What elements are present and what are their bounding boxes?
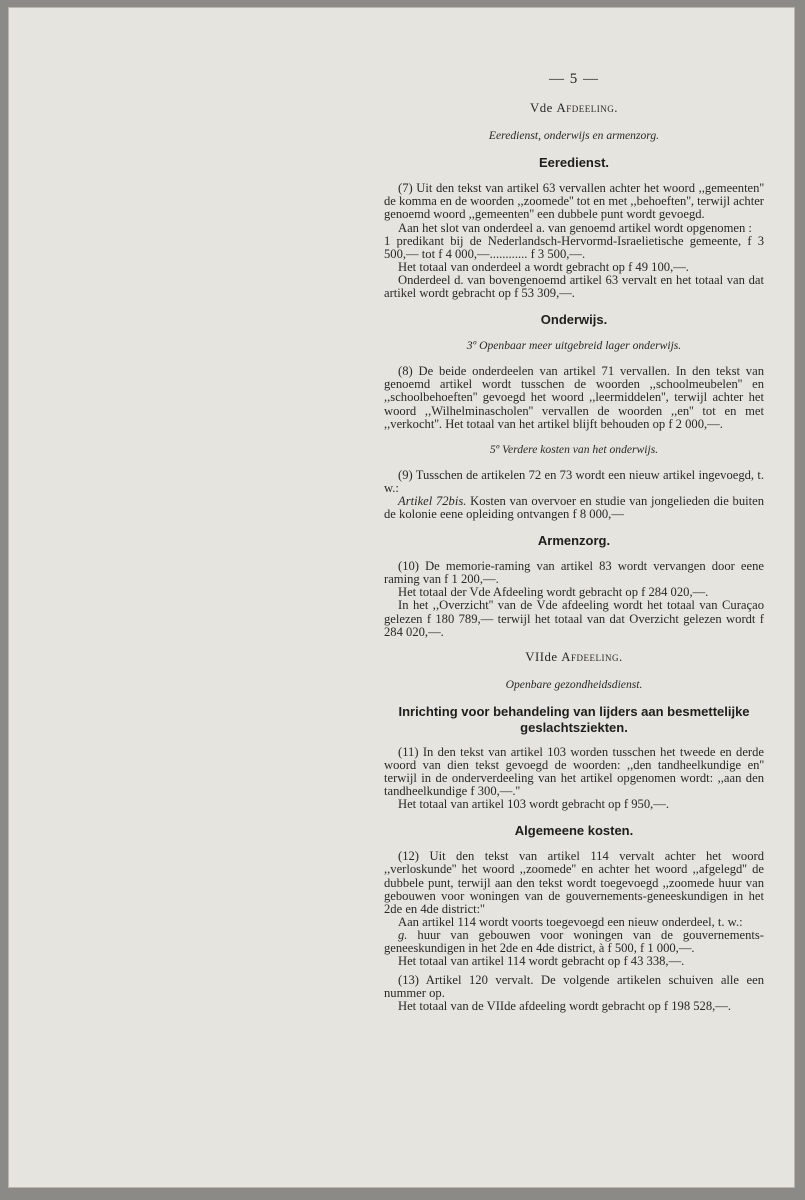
paragraph-9: (9) Tusschen de artikelen 72 en 73 wordt een nieuw artikel ingevoegd, t. w.: xyxy=(384,467,764,495)
section-title-word: Afdeeling. xyxy=(561,649,623,664)
paragraph-11: (11) In den tekst van artikel 103 worden tusschen het tweede en derde woord van dien tekst gevoegd de woorden: ,,den tandheelkundige en'' terwijl in de onderverdeeling van het artikel opgenomen wordt: ,,aan den tandheelkundige f 300,—.'' xyxy=(384,744,764,799)
paragraph-8: (8) De beide onderdeelen van artikel 71 vervallen. In den tekst van genoemd artikel wordt tusschen de woorden ,,schoolmeubelen'' en ,,schoolbehoeften'' gevoegd het woord ,,leermiddelen'', terwijl achter het woord ,,Wilhelminascholen'' vervallen de woorden ,,en'' tot en met ,,verkocht''. Het totaal van het artikel blijft behouden op f 2 000,—. xyxy=(384,364,764,431)
paragraph-12d: Het totaal van artikel 114 wordt gebracht op f 43 338,—. xyxy=(398,954,685,969)
section-title-prefix: Vde xyxy=(530,101,553,116)
paragraph-13b: Het totaal van de VIIde afdeeling wordt gebracht op f 198 528,—. xyxy=(398,999,732,1014)
paragraph-7e: Onderdeel d. van bovengenoemd artikel 63 vervalt en het totaal van dat artikel wordt gebracht op f 53 309,—. xyxy=(384,272,764,301)
document-page xyxy=(8,7,795,1188)
subheading-3: 3º Openbaar meer uitgebreid lager onderwijs. xyxy=(466,339,682,353)
heading-onderwijs: Onderwijs. xyxy=(540,312,608,328)
subheading-5: 5º Verdere kosten van het onderwijs. xyxy=(489,442,659,456)
paragraph-7d: Het totaal van onderdeel a wordt gebracht op f 49 100,—. xyxy=(398,259,689,274)
paragraph-11b: Het totaal van artikel 103 wordt gebracht op f 950,—. xyxy=(398,797,670,812)
paragraph-7b: Aan het slot van onderdeel a. van genoemd artikel wordt opgenomen : xyxy=(398,220,752,235)
paragraph-9b xyxy=(384,495,764,521)
heading-eeredienst: Eeredienst. xyxy=(538,155,610,171)
paragraph-10b: Het totaal der Vde Afdeeling wordt gebracht op f 284 020,—. xyxy=(398,585,709,600)
paragraph-12: (12) Uit den tekst van artikel 114 vervalt achter het woord ,,verloskunde'' het woord ,,zoomede'' en achter het woord ,,afgelegd'' de dubbele punt, terwijl aan den tekst wordt toegevoegd ,,zoomede huur van gebouwen voor woningen van de gouvernements-geneeskundigen in het 2de en 4de district:'' xyxy=(384,849,764,916)
paragraph-10c: In het ,,Overzicht'' van de Vde afdeeling wordt het totaal van Curaçao gelezen f 180 789,— terwijl het totaal van dat Overzicht gelezen wordt f 284 020,—. xyxy=(384,598,764,639)
paragraph-13: (13) Artikel 120 vervalt. De volgende artikelen schuiven alle een nummer op. xyxy=(384,973,764,1001)
paragraph-12c-text: huur van gebouwen voor woningen van de gouvernements-geneeskundigen in het 2de en 4de district, à f 500, f 1 000,—. xyxy=(384,927,764,956)
subitem-g-label: g. xyxy=(398,927,408,942)
heading-inrichting: Inrichting voor behandeling van lijders aan besmettelijke geslachtsziekten. xyxy=(398,703,750,735)
heading-algemeene-kosten: Algemeene kosten. xyxy=(514,823,634,839)
paragraph-10: (10) De memorie-raming van artikel 83 wordt vervangen door eene raming van f 1 200,—. xyxy=(384,559,764,587)
heading-armenzorg: Armenzorg. xyxy=(537,533,611,549)
paragraph-7: (7) Uit den tekst van artikel 63 vervallen achter het woord ,,gemeenten'' de komma en de woorden ,,zoomede'' tot en met ,,behoeften'', terwijl achter genoemd woord ,,gemeenten'' een dubbele punt wordt gevoegd. xyxy=(384,181,764,222)
section-title-prefix: VIIde xyxy=(525,649,558,664)
section-subtitle-vii: Openbare gezondheidsdienst. xyxy=(505,677,643,691)
page-number: — 5 — xyxy=(549,71,599,87)
paragraph-7c: 1 predikant bij de Nederlandsch-Hervormd-Israelietische gemeente, f 3 500,— tot f 4 000,—............ f 3 500,—. xyxy=(384,233,764,261)
section-title-vii xyxy=(384,651,764,664)
section-title-word: Afdeeling. xyxy=(556,101,618,116)
text-column xyxy=(384,73,764,1014)
section-subtitle-v: Eeredienst, onderwijs en armenzorg. xyxy=(488,129,660,143)
section-title-v xyxy=(384,102,764,115)
article-72bis-label: Artikel 72bis. xyxy=(398,493,467,508)
paragraph-9b-text: Kosten van overvoer en studie van jongelieden die buiten de kolonie eene opleiding ontvangen f 8 000,— xyxy=(384,493,765,522)
paragraph-12b: Aan artikel 114 wordt voorts toegevoegd een nieuw onderdeel, t. w.: xyxy=(398,914,743,929)
paragraph-12c xyxy=(384,929,764,955)
